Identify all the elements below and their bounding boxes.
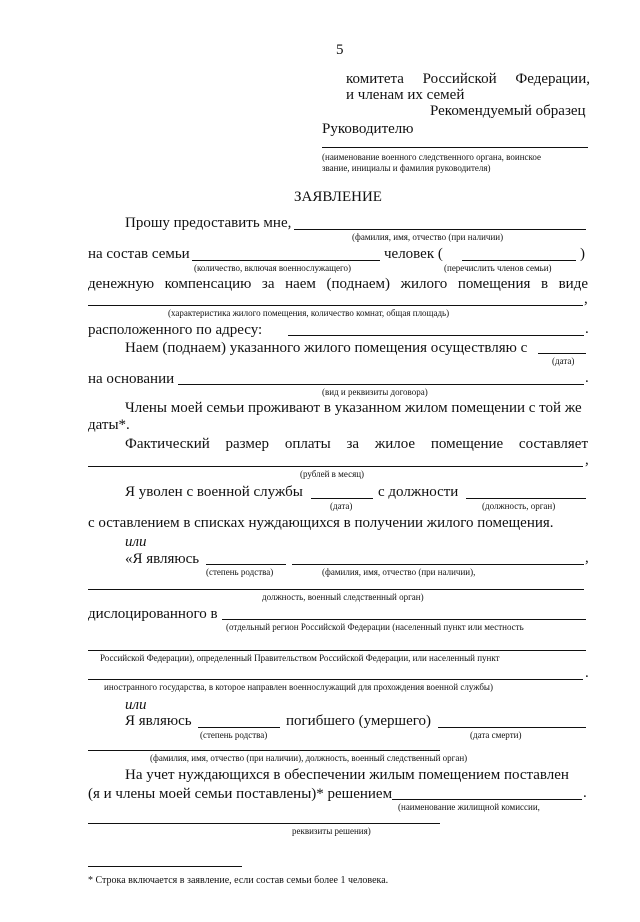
footnote-separator	[88, 866, 242, 867]
rent-start-text: Наем (поднаем) указанного жилого помещения осуществляю с	[125, 340, 528, 356]
addressee-label: Руководителю	[322, 121, 414, 137]
addressee-line	[322, 147, 588, 148]
applicant-name-hint: (фамилия, имя, отчество (при наличии)	[352, 232, 504, 242]
discharge-text: Я уволен с военной службы	[125, 484, 303, 500]
region-hint-2: Российской Федерации), определенный Правительством Российской Федерации, или населенный пункт	[100, 653, 500, 663]
period-1: .	[585, 321, 589, 337]
rent-start-date-hint: (дата)	[552, 356, 575, 366]
decision-details-line	[88, 823, 440, 824]
comma-1: ,	[584, 291, 588, 307]
payment-amount-line	[88, 466, 583, 467]
reference-line-2: и членам их семей	[346, 87, 465, 103]
address-label: расположенного по адресу:	[88, 322, 263, 338]
footnote: * Строка включается в заявление, если состав семьи более 1 человека.	[88, 875, 389, 886]
family-size-hint: (количество, включая военнослужащего)	[194, 263, 351, 273]
i-am-text-2: Я являюсь	[125, 713, 192, 729]
period-3: .	[585, 665, 589, 681]
or-text-2: или	[125, 697, 147, 713]
contract-hint: (вид и реквизиты договора)	[322, 387, 428, 397]
kinship-hint-2: (степень родства)	[200, 730, 268, 740]
period-4: .	[583, 785, 587, 801]
request-text: Прошу предоставить мне,	[125, 215, 292, 231]
region-hint: (отдельный регион Российской Федерации (населенный пункт или местность	[226, 622, 524, 632]
family-residence-text: Члены моей семьи проживают в указанном жилом помещении с той же	[125, 400, 582, 416]
address-line	[288, 335, 584, 336]
housing-description-line	[88, 305, 583, 306]
region-line-3	[88, 679, 583, 680]
applicant-name-line	[294, 229, 586, 230]
kinship-line	[206, 564, 286, 565]
deceased-label: погибшего (умершего)	[286, 713, 432, 729]
commission-line	[392, 799, 582, 800]
addressee-hint-1: (наименование военного следственного органа, воинское	[322, 152, 542, 162]
registration-text: На учет нуждающихся в обеспечении жилым помещением поставлен	[125, 767, 569, 783]
stationed-label: дислоцированного в	[88, 606, 218, 622]
waiting-list-text: с оставлением в списках нуждающихся в получении жилого помещения.	[88, 515, 554, 531]
persons-label: человек (	[384, 246, 443, 262]
payment-text: Фактический размер оплаты за жилое помещение составляет	[125, 436, 588, 452]
relative-name-hint: (фамилия, имя, отчество (при наличии),	[322, 567, 476, 577]
discharge-date-hint: (дата)	[330, 501, 353, 511]
kinship-hint: (степень родства)	[206, 567, 274, 577]
region-line	[222, 619, 586, 620]
deceased-details-hint: (фамилия, имя, отчество (при наличии), должность, военный следственный орган)	[150, 753, 468, 763]
registration-decision-text: (я и члены моей семьи поставлены)* решением	[88, 786, 393, 802]
basis-label: на основании	[88, 371, 175, 387]
i-am-text: «Я являюсь	[125, 551, 200, 567]
comma-3: ,	[585, 550, 589, 566]
compensation-text: денежную компенсацию за наем (поднаем) жилого помещения в виде	[88, 276, 588, 292]
same-date-text: даты*.	[88, 417, 130, 433]
relative-position-hint: должность, военный следственный орган)	[262, 592, 424, 602]
addressee-hint-2: звание, инициалы и фамилия руководителя)	[322, 163, 491, 173]
region-line-2	[88, 650, 586, 651]
commission-hint: (наименование жилищной комиссии,	[398, 802, 540, 812]
discharge-position-hint: (должность, орган)	[482, 501, 556, 511]
family-size-label: на состав семьи	[88, 246, 190, 262]
bracket-close: )	[580, 246, 585, 262]
sample-label: Рекомендуемый образец	[430, 103, 586, 119]
death-date-hint: (дата смерти)	[470, 730, 522, 740]
housing-description-hint: (характеристика жилого помещения, количество комнат, общая площадь)	[168, 308, 450, 318]
period-2: .	[585, 370, 589, 386]
position-label: с должности	[378, 484, 459, 500]
or-text-1: или	[125, 534, 147, 550]
document-title: ЗАЯВЛЕНИЕ	[294, 189, 382, 205]
death-date-line	[438, 727, 586, 728]
relative-name-line	[292, 564, 584, 565]
comma-2: ,	[585, 452, 589, 468]
kinship-line-2	[198, 727, 280, 728]
family-size-line	[192, 260, 380, 261]
payment-amount-hint: (рублей в месяц)	[300, 469, 365, 479]
page-number: 5	[336, 42, 344, 58]
family-members-hint: (перечислить членов семьи)	[444, 263, 552, 273]
reference-line-1: комитета Российской Федерации,	[346, 71, 590, 87]
region-hint-3: иностранного государства, в которое направлен военнослужащий для прохождения военной службы)	[104, 682, 493, 692]
family-members-line	[462, 260, 576, 261]
decision-details-hint: реквизиты решения)	[292, 826, 371, 836]
discharge-position-line	[466, 498, 586, 499]
rent-start-date-line	[538, 353, 586, 354]
discharge-date-line	[311, 498, 373, 499]
contract-line	[178, 384, 584, 385]
relative-position-line	[88, 589, 584, 590]
deceased-details-line	[88, 750, 440, 751]
